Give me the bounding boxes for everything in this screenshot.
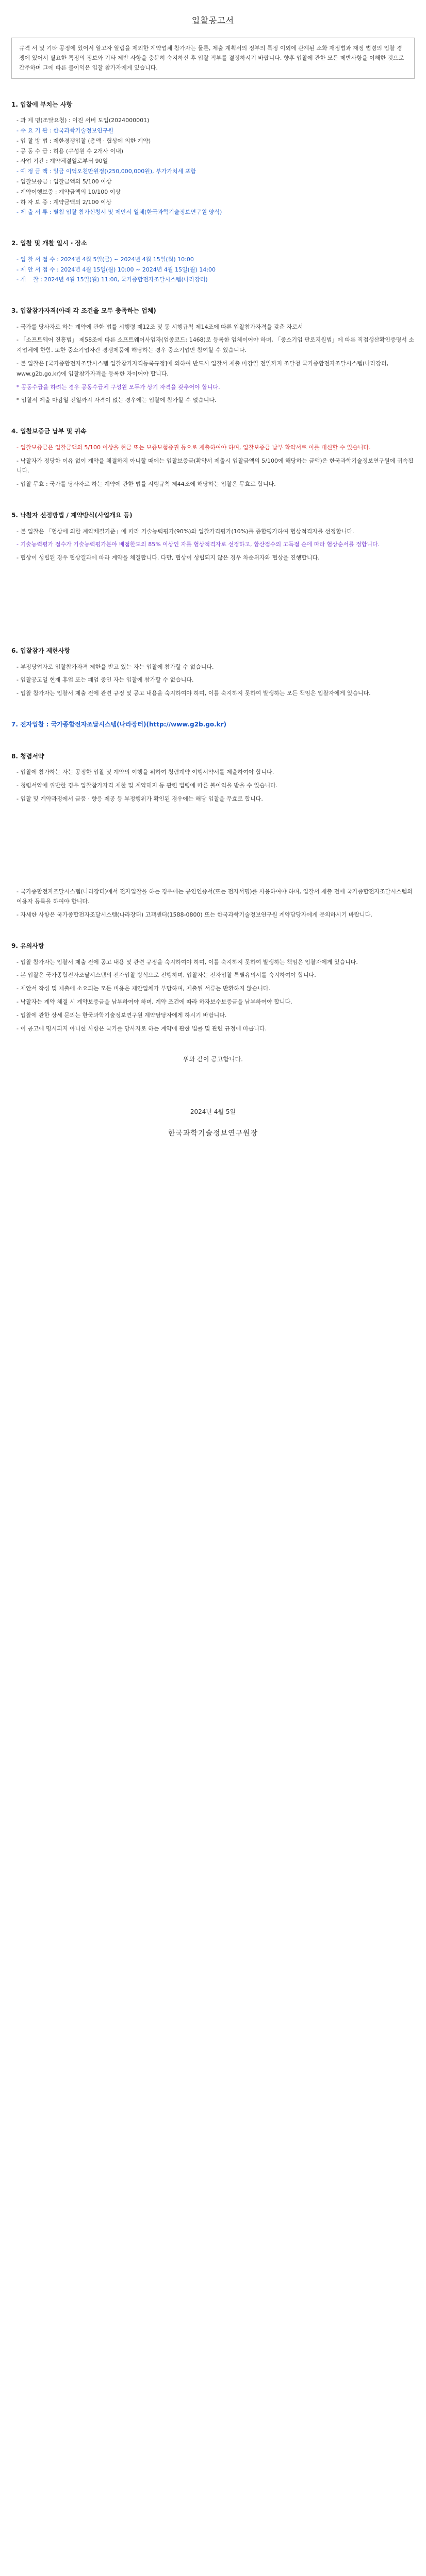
section-9 xyxy=(11,941,415,1033)
list-item: - 과 제 명(조달요청) : 이진 서버 도입(2024000001) xyxy=(17,117,150,124)
note: * 공동수급을 하려는 경우 공동수급체 구성원 모두가 상기 자격을 갖추어야 합니다. xyxy=(17,383,220,391)
intro-notice-box: 규격 서 및 기타 공정에 있어서 알고자 알림을 제외한 계약업체 참가자는 물론, 제출 계획서의 정부의 특정 이외에 관계된 소화 재정법과 재정 법령의 입찰 경쟁에 있어서 필요한 특정의 정보와 기타 제반 사항을 충분히 숙지하신 후 입찰 적부를 결정하시기 바랍니다. 향후 입찰에 관한 모든 제반사항을 이해한 것으로 간주하며 그에 따른 불이익은 입찰 참가자에게 있습니다. xyxy=(11,38,415,79)
section-1 xyxy=(11,99,415,218)
paragraph: - 낙찰자는 계약 체결 시 계약보증금을 납부하여야 하며, 계약 조건에 따라 하자보수보증금을 납부하여야 합니다. xyxy=(17,998,292,1005)
blank-area xyxy=(11,825,415,887)
paragraph: - 낙찰자가 정당한 이유 없이 계약을 체결하지 아니할 때에는 입찰보증금(확약서 제출시 입찰금액의 5/100에 해당하는 금액)은 한국과학기술정보연구원에 귀속됩니다. xyxy=(17,457,414,474)
paragraph: - 입찰 무효 : 국가를 당사자로 하는 계약에 관한 법률 시행규칙 제44조에 해당하는 입찰은 무효로 합니다. xyxy=(17,481,276,488)
signature-block xyxy=(11,1054,415,1140)
section-1-list xyxy=(11,115,415,217)
section-title: 2. 입찰 및 개찰 일시 · 장소 xyxy=(11,240,87,247)
document-page xyxy=(0,13,426,1140)
section-4-body xyxy=(11,443,415,489)
section-title: 6. 입찰참가 제한사항 xyxy=(11,647,71,655)
section-title: 3. 입찰참가자격(아래 각 조건을 모두 충족하는 업체) xyxy=(11,307,156,315)
paragraph: - 이 공고에 명시되지 아니한 사항은 국가를 당사자로 하는 계약에 관한 법률 및 관련 규정에 따릅니다. xyxy=(17,1025,267,1032)
list-item: - 사업 기간 : 계약체결일로부터 90일 xyxy=(17,158,108,165)
section-extra xyxy=(11,887,415,920)
list-item: - 제 안 서 접 수 : 2024년 4월 15일(월) 10:00 ~ 2024년 4월 15일(월) 14:00 xyxy=(17,266,216,273)
paragraph: - 입찰공고일 현재 휴업 또는 폐업 중인 자는 입찰에 참가할 수 없습니다. xyxy=(17,676,194,684)
paragraph: - 입찰 및 계약과정에서 금품 · 향응 제공 등 부정행위가 확인된 경우에는 해당 입찰을 무효로 합니다. xyxy=(17,795,263,802)
section-6 xyxy=(11,646,415,699)
paragraph: - 본 입찰은 [국가종합전자조달시스템 입찰참가자격등록규정]에 의하여 반드시 입찰서 제출 마감일 전일까지 조달청 국가종합전자조달시스템(나라장터, www.g2b.go.kr)에 입찰참가자격을 등록한 자이어야 합니다. xyxy=(17,360,390,377)
list-item: - 공 동 수 급 : 허용 (구성원 수 2개사 이내) xyxy=(17,147,123,155)
paragraph: - 기술능력평가 점수가 기술능력평가분야 배점한도의 85% 이상인 자를 협상적격자로 선정하고, 합산점수의 고득점 순에 따라 협상순서를 정합니다. xyxy=(17,541,380,548)
list-item: - 수 요 기 관 : 한국과학기술정보연구원 xyxy=(17,127,114,134)
list-item: - 예 정 금 액 : 일금 이억오천만원정(\250,000,000원), 부가가치세 포함 xyxy=(17,168,196,175)
paragraph: - 청렴서약에 위반한 경우 입찰참가자격 제한 및 계약해지 등 관련 법령에 따른 불이익을 받을 수 있습니다. xyxy=(17,782,278,789)
section-5-body xyxy=(11,527,415,563)
section-extra-body xyxy=(11,887,415,920)
section-title: 4. 입찰보증금 납부 및 귀속 xyxy=(11,428,87,435)
list-item: - 하 자 보 증 : 계약금액의 2/100 이상 xyxy=(17,198,112,206)
closing-greeting: 위와 같이 공고합니다. xyxy=(183,1056,243,1063)
note: * 입찰서 제출 마감일 전일까지 자격이 없는 경우에는 입찰에 참가할 수 없습니다. xyxy=(17,397,217,404)
paragraph: - 본 입찰은 국가종합전자조달시스템의 전자입찰 방식으로 진행하며, 입찰자는 전자입찰 특별유의서를 숙지하여야 합니다. xyxy=(17,972,316,979)
paragraph: - 국가를 당사자로 하는 계약에 관한 법률 시행령 제12조 및 동 시행규칙 제14조에 따른 입찰참가자격을 갖춘 자로서 xyxy=(17,323,303,330)
paragraph: - 제안서 작성 및 제출에 소요되는 모든 비용은 제안업체가 부담하며, 제출된 서류는 반환하지 않습니다. xyxy=(17,985,271,992)
list-item: - 입 찰 방 법 : 제한경쟁입찰 (총액 · 협상에 의한 계약) xyxy=(17,137,151,144)
section-3-body xyxy=(11,322,415,406)
section-2 xyxy=(11,238,415,285)
paragraph: - 자세한 사항은 국가종합전자조달시스템(나라장터) 고객센터(1588-0800) 또는 한국과학기술정보연구원 계약담당자에게 문의하시기 바랍니다. xyxy=(17,911,372,919)
list-item: - 계약이행보증 : 계약금액의 10/100 이상 xyxy=(17,188,121,195)
issuing-organization: 한국과학기술정보연구원장 xyxy=(168,1129,258,1138)
list-item: - 개 찰 : 2024년 4월 15일(월) 11:00, 국가종합전자조달시스템(나라장터) xyxy=(17,276,208,283)
paragraph: - 국가종합전자조달시스템(나라장터)에서 전자입찰을 하는 경우에는 공인인증서(또는 전자서명)를 사용하여야 하며, 입찰서 제출 전에 국가종합전자조달시스템의 이용자 등록을 하여야 합니다. xyxy=(17,888,415,905)
section-6-body xyxy=(11,662,415,699)
section-7 xyxy=(11,719,415,731)
section-title: 8. 청렴서약 xyxy=(11,752,44,760)
list-item: - 입 찰 서 접 수 : 2024년 4월 5일(금) ~ 2024년 4월 15일(월) 10:00 xyxy=(17,256,194,263)
paragraph: - 입찰에 참가하는 자는 공정한 입찰 및 계약의 이행을 위하여 청렴계약 이행서약서를 제출하여야 합니다. xyxy=(17,769,274,776)
section-9-body xyxy=(11,957,415,1034)
section-title: 5. 낙찰자 선정방법 / 계약방식(사업개요 등) xyxy=(11,512,133,519)
section-title: 9. 유의사항 xyxy=(11,942,44,950)
list-item: - 입찰보증금 : 입찰금액의 5/100 이상 xyxy=(17,178,112,185)
paragraph: - 협상이 성립된 경우 협상결과에 따라 계약을 체결합니다. 다만, 협상이 성립되지 않은 경우 차순위자와 협상을 진행합니다. xyxy=(17,554,320,562)
paragraph: - 본 입찰은 「협상에 의한 계약체결기준」에 따라 기술능력평가(90%)와 입찰가격평가(10%)를 종합평가하여 협상적격자를 선정합니다. xyxy=(17,528,354,535)
section-2-list xyxy=(11,255,415,285)
list-item: - 제 출 서 류 : 별첨 입찰 참가신청서 및 제안서 일체(한국과학기술정보연구원 양식) xyxy=(17,209,222,216)
section-5 xyxy=(11,510,415,563)
section-8-body xyxy=(11,767,415,804)
blank-area xyxy=(11,584,415,646)
section-4 xyxy=(11,426,415,489)
section-title: 1. 입찰에 부치는 사항 xyxy=(11,100,73,108)
section-8 xyxy=(11,751,415,804)
paragraph: - 입찰에 관한 상세 문의는 한국과학기술정보연구원 계약담당자에게 하시기 바랍니다. xyxy=(17,1011,227,1019)
paragraph: - 입찰 참가자는 입찰서 제출 전에 관련 규정 및 공고 내용을 숙지하여야 하며, 이를 숙지하지 못하여 발생하는 모든 책임은 입찰자에게 있습니다. xyxy=(17,690,371,697)
document-title: 입찰공고서 xyxy=(191,15,235,25)
e-bidding-link[interactable]: 7. 전자입찰 : 국가종합전자조달시스템(나라장터)(http://www.g2b.go.kr) xyxy=(11,721,227,728)
announcement-date: 2024년 4월 5일 xyxy=(190,1108,236,1115)
paragraph: - 부정당업자로 입찰참가자격 제한을 받고 있는 자는 입찰에 참가할 수 없습니다. xyxy=(17,663,214,670)
paragraph: - 「소프트웨어 진흥법」 제58조에 따른 소프트웨어사업자(업종코드: 1468)로 등록한 업체이어야 하며, 「중소기업 판로지원법」에 따른 직접생산확인증명서 소지업체에 한함. 또한 중소기업자간 경쟁제품에 해당하는 경우 중소기업만 참여할 수 있습니다. xyxy=(17,336,415,354)
paragraph: - 입찰 참가자는 입찰서 제출 전에 공고 내용 및 관련 규정을 숙지하여야 하며, 이를 숙지하지 못하여 발생하는 책임은 입찰자에게 있습니다. xyxy=(17,958,358,965)
paragraph: - 입찰보증금은 입찰금액의 5/100 이상을 현금 또는 보증보험증권 등으로 제출하여야 하며, 입찰보증금 납부 확약서로 이를 대신할 수 있습니다. xyxy=(17,444,371,451)
section-3 xyxy=(11,306,415,405)
